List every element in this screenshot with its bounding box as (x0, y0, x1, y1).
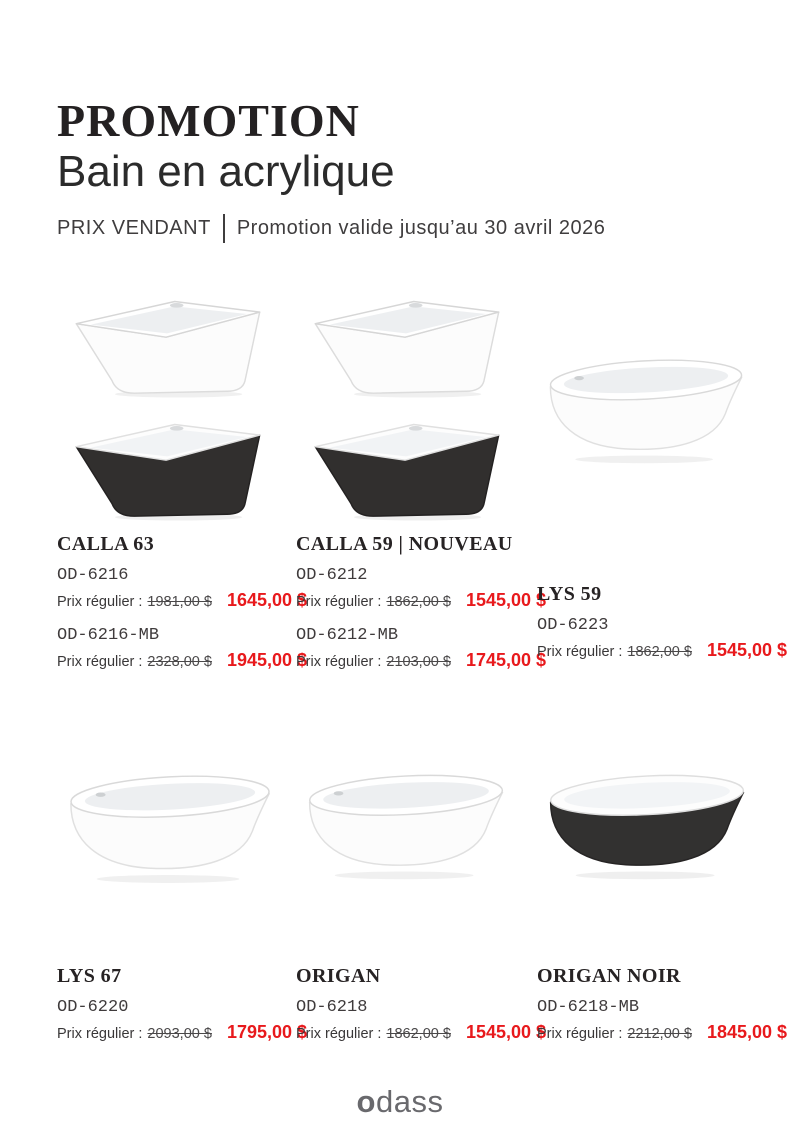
regular-price-struck: 2212,00 $ (627, 1026, 692, 1042)
bathtub-photo-white-rect (296, 285, 518, 401)
brand-logo (357, 1084, 444, 1119)
regular-price-struck: 2103,00 $ (386, 654, 451, 670)
model-code: OD-6212 (296, 566, 368, 585)
product-photos (296, 285, 542, 533)
product-title: ORIGAN (296, 965, 381, 987)
promo-price: 1945,00 $ (226, 650, 308, 670)
regular-price-label: Prix régulier : (537, 1026, 623, 1042)
product-card-lys-67 (57, 742, 308, 1043)
bathtub-photo-white-oval (57, 750, 285, 889)
product-variant (296, 626, 547, 671)
price-line (537, 1022, 788, 1043)
price-line (537, 640, 788, 661)
product-title: CALLA 59 | NOUVEAU (296, 533, 513, 555)
price-line (296, 1022, 547, 1043)
bathtub-photo-white-oval (296, 750, 518, 885)
regular-price-struck: 1862,00 $ (386, 1026, 451, 1042)
promo-price: 1545,00 $ (706, 640, 788, 660)
product-photos (537, 335, 783, 583)
product-variant (57, 998, 308, 1043)
promo-validity-line (57, 214, 605, 243)
product-variant (57, 566, 308, 611)
price-line (57, 1022, 308, 1043)
product-card-origan (296, 742, 547, 1043)
regular-price-struck: 1862,00 $ (627, 644, 692, 660)
product-card-calla-59 (296, 285, 547, 671)
regular-price-struck: 1862,00 $ (386, 594, 451, 610)
price-line (57, 590, 308, 611)
product-card-origan-noir (537, 742, 788, 1043)
bathtub-photo-black-oval (537, 750, 759, 885)
model-code: OD-6216 (57, 566, 129, 585)
bathtub-photo-black-rect (57, 408, 279, 524)
product-variant (296, 566, 547, 611)
model-code: OD-6216-MB (57, 626, 160, 645)
product-variant (537, 616, 788, 661)
product-photos (537, 750, 783, 965)
flyer-footer (0, 1084, 800, 1120)
model-code: OD-6218 (296, 998, 368, 1017)
product-variant (537, 998, 788, 1043)
brand-logo-first-letter: o (356, 1084, 376, 1119)
product-photos (296, 750, 542, 965)
regular-price-label: Prix régulier : (537, 644, 623, 660)
promo-price: 1845,00 $ (706, 1022, 788, 1042)
product-title: CALLA 63 (57, 533, 155, 555)
model-code: OD-6223 (537, 616, 609, 635)
product-photos (57, 285, 303, 533)
product-title: LYS 59 (537, 583, 602, 605)
price-line (296, 650, 547, 671)
price-type-label: PRIX VENDANT (57, 217, 211, 240)
product-variant (57, 626, 308, 671)
promo-price: 1545,00 $ (465, 1022, 547, 1042)
product-variant (296, 998, 547, 1043)
regular-price-label: Prix régulier : (296, 594, 382, 610)
promo-price: 1545,00 $ (465, 590, 547, 610)
regular-price-label: Prix régulier : (57, 594, 143, 610)
model-code: OD-6220 (57, 998, 129, 1017)
page-subtitle: Bain en acrylique (57, 146, 395, 196)
product-title: LYS 67 (57, 965, 122, 987)
product-card-lys-59 (537, 285, 788, 661)
vertical-divider (223, 214, 225, 243)
validity-text: Promotion valide jusqu’au 30 avril 2026 (236, 217, 606, 240)
brand-logo-rest: dass (375, 1084, 444, 1119)
product-title: ORIGAN NOIR (537, 965, 681, 987)
model-code: OD-6218-MB (537, 998, 640, 1017)
page-title: PROMOTION (57, 95, 360, 146)
regular-price-label: Prix régulier : (57, 654, 143, 670)
regular-price-label: Prix régulier : (296, 1026, 382, 1042)
model-code: OD-6212-MB (296, 626, 399, 645)
product-card-calla-63 (57, 285, 308, 671)
product-photos (57, 750, 303, 965)
promo-price: 1795,00 $ (226, 1022, 308, 1042)
regular-price-label: Prix régulier : (296, 654, 382, 670)
promo-price: 1745,00 $ (465, 650, 547, 670)
price-line (57, 650, 308, 671)
flyer-header (57, 95, 606, 243)
bathtub-photo-white-oval (537, 335, 757, 469)
bathtub-photo-black-rect (296, 408, 518, 524)
bathtub-photo-white-rect (57, 285, 279, 401)
regular-price-struck: 2328,00 $ (147, 654, 212, 670)
price-line (296, 590, 547, 611)
regular-price-struck: 1981,00 $ (147, 594, 212, 610)
promo-price: 1645,00 $ (226, 590, 308, 610)
regular-price-struck: 2093,00 $ (147, 1026, 212, 1042)
regular-price-label: Prix régulier : (57, 1026, 143, 1042)
